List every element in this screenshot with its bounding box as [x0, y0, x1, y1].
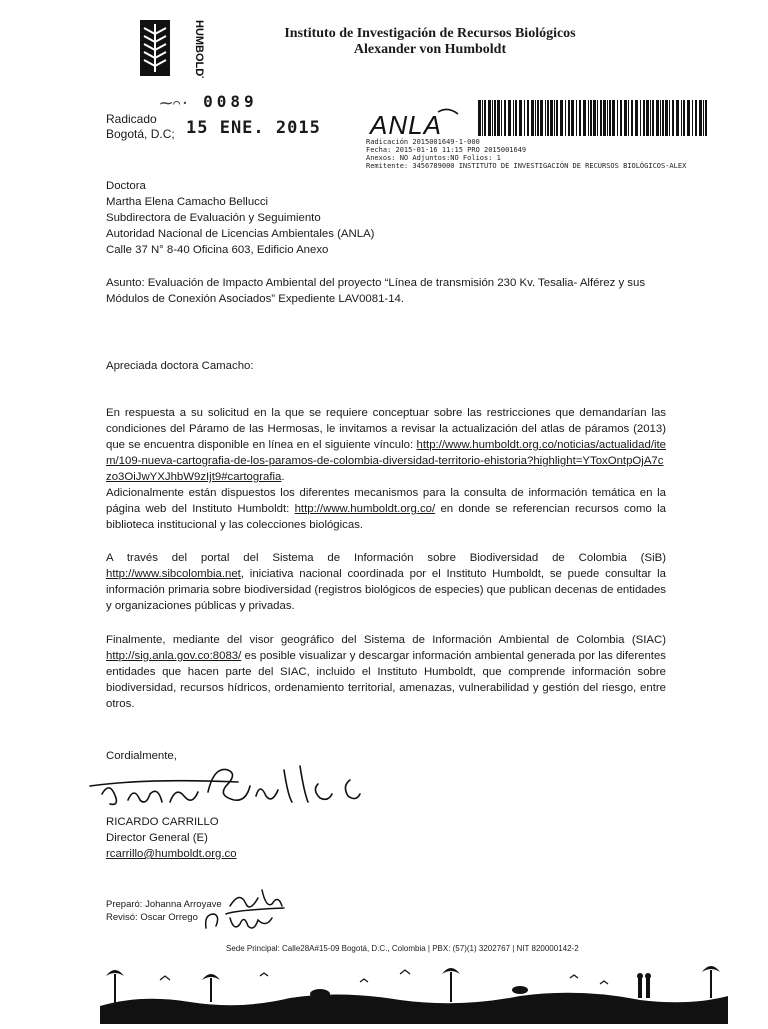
- barcode-bar: [545, 100, 546, 136]
- barcode-bar: [672, 100, 674, 136]
- barcode-bar: [705, 100, 707, 136]
- addressee-line: Subdirectora de Evaluación y Seguimiento: [106, 212, 321, 224]
- barcode-bar: [501, 100, 502, 136]
- city-label: Bogotá, D.C;: [106, 127, 175, 141]
- barcode-bar: [560, 100, 563, 136]
- addressee-line: Martha Elena Camacho Bellucci: [106, 196, 269, 208]
- signer-title: Director General (E): [106, 832, 208, 844]
- radicacion-line: Radicación 2015001649-1-000: [366, 138, 480, 146]
- paragraph-3-before: Finalmente, mediante del visor geográfico del Sistema de Información Ambiental de Colombia (SIAC): [106, 634, 666, 646]
- barcode-bar: [540, 100, 543, 136]
- barcode-bar: [650, 100, 651, 136]
- barcode-bar: [547, 100, 549, 136]
- signer-name: RICARDO CARRILLO: [106, 816, 219, 828]
- barcode-bar: [508, 100, 511, 136]
- barcode-bar: [695, 100, 697, 136]
- barcode-bar: [612, 100, 615, 136]
- barcode-bar: [571, 100, 574, 136]
- barcode-bar: [519, 100, 522, 136]
- anexos-line: Anexos: NO Adjuntos:NO Folios: 1: [366, 154, 501, 162]
- logo-text: HUMBOLDT: [193, 20, 205, 78]
- barcode-bar: [497, 100, 500, 136]
- barcode-bar: [492, 100, 493, 136]
- barcode-bar: [524, 100, 525, 136]
- radication-info: [366, 138, 726, 170]
- paragraph-2: [106, 550, 666, 614]
- barcode-bar: [603, 100, 606, 136]
- siac-link[interactable]: http://sig.anla.gov.co:8083/: [106, 650, 242, 662]
- anla-logo-text: ANLA: [370, 110, 442, 140]
- barcode-bar: [583, 100, 586, 136]
- barcode-bar: [482, 100, 483, 136]
- sib-link[interactable]: http://www.sibcolombia.net: [106, 568, 241, 580]
- addressee-line: Calle 37 N° 8-40 Oficina 603, Edificio Anexo: [106, 244, 329, 256]
- barcode-bar: [515, 100, 517, 136]
- barcode-bar: [565, 100, 566, 136]
- signer-block: [106, 814, 237, 862]
- salutation: Apreciada doctora Camacho:: [106, 360, 254, 372]
- barcode-bar: [692, 100, 693, 136]
- barcode-bar: [703, 100, 704, 136]
- atlas-link[interactable]: http://www.humboldt.org.co/noticias/actualidad/item/109-nueva-cartografia-de-los-paramos-de-colombia-diversidad-territorio-ehistoria?highlight=YToxOntpOjA7czo3OiJwYXJhbW9zIjt9#cartografia: [106, 439, 667, 483]
- barcode-bar: [527, 100, 529, 136]
- barcode-bar: [590, 100, 592, 136]
- barcode-bar: [488, 100, 491, 136]
- fecha-line: Fecha: 2015-01-16 11:15 PRO 2015001649: [366, 146, 527, 154]
- remitente-line: Remitente: 3456789000 INSTITUTO DE INVESTIGACIÓN DE RECURSOS BIOLÓGICOS-ALEX: [366, 162, 687, 170]
- barcode-bar: [699, 100, 702, 136]
- barcode-bar: [665, 100, 668, 136]
- paragraph-2-before: A través del portal del Sistema de Información sobre Biodiversidad de Colombia (SiB): [106, 552, 666, 564]
- stamp-date: 15 ENE. 2015: [186, 118, 321, 138]
- barcode-bar: [550, 100, 553, 136]
- barcode-bar: [593, 100, 596, 136]
- paragraph-1b-after: en donde se referencian recursos como la biblioteca institucional y las colecciones biológicas.: [106, 503, 666, 531]
- addressee-block: [106, 178, 666, 258]
- paragraph-1b-text: Adicionalmente están dispuestos los diferentes mecanismos para la consulta de información temática en la página web del Instituto Humboldt:: [106, 487, 666, 515]
- paragraph-3: [106, 632, 666, 712]
- link-suffix: .: [281, 471, 285, 483]
- barcode-bar: [597, 100, 598, 136]
- paragraph-1: [106, 405, 666, 533]
- stamp-number-value: 0089: [203, 92, 258, 111]
- paragraph-1-text: En respuesta a su solicitud en la que se requiere conceptuar sobre las restricciones que demandarían las condiciones del Páramo de las Hermosas, le invitamos a revisar la actualización del atlas de páramos (2013) que se encuentra disponible en línea en el siguiente vínculo:: [106, 407, 666, 451]
- radicado-labels: [106, 112, 175, 142]
- institute-header: [240, 26, 620, 58]
- barcode-bar: [640, 100, 641, 136]
- paragraph-2-after: , iniciativa nacional coordinada por el Instituto Humboldt, se puede consultar la información primaria sobre biodiversidad (registros biológicos de especies) que publican decenas de entidades y organizaciones públicas y privadas.: [106, 568, 666, 612]
- closing: Cordialmente,: [106, 750, 177, 762]
- institute-line2: Alexander von Humboldt: [353, 42, 507, 57]
- stamp-number: [160, 92, 300, 112]
- barcode-bar: [494, 100, 496, 136]
- barcode-bar: [531, 100, 534, 136]
- barcode-bar: [643, 100, 645, 136]
- anla-logo: [368, 106, 464, 140]
- barcode-bar: [628, 100, 629, 136]
- initials-signature: [196, 884, 306, 934]
- barcode-bar: [478, 100, 481, 136]
- footer-address: Sede Principal: Calle28A#15-09 Bogotá, D.C., Colombia | PBX: (57)(1) 3202767 | NIT 820000142-2: [226, 944, 579, 953]
- barcode-bar: [652, 100, 654, 136]
- addressee-line: Autoridad Nacional de Licencias Ambientales (ANLA): [106, 228, 375, 240]
- stamp-scribble: ⁓⌒·: [160, 96, 190, 110]
- barcode-bar: [620, 100, 622, 136]
- radicado-label: Radicado: [106, 112, 157, 126]
- barcode-bar: [535, 100, 536, 136]
- barcode-bar: [660, 100, 661, 136]
- barcode-bar: [683, 100, 685, 136]
- barcode-bar: [554, 100, 555, 136]
- barcode-bar: [568, 100, 570, 136]
- barcode-bar: [600, 100, 602, 136]
- signer-email[interactable]: rcarrillo@humboldt.org.co: [106, 848, 237, 860]
- barcode-bar: [662, 100, 664, 136]
- barcode-bar: [588, 100, 589, 136]
- barcode-bar: [579, 100, 581, 136]
- barcode-bar: [676, 100, 679, 136]
- barcode-bar: [556, 100, 558, 136]
- reviewed-by: Revisó: Oscar Orrego: [106, 912, 198, 923]
- barcode-bar: [484, 100, 486, 136]
- institute-line1: Instituto de Investigación de Recursos Biológicos: [284, 26, 576, 41]
- barcode-bar: [681, 100, 682, 136]
- humboldt-logo: [138, 18, 208, 78]
- barcode-bar: [607, 100, 608, 136]
- barcode-bar: [609, 100, 611, 136]
- barcode: [478, 100, 710, 136]
- humboldt-link[interactable]: http://www.humboldt.org.co/: [294, 503, 436, 515]
- barcode-bar: [513, 100, 514, 136]
- barcode-bar: [635, 100, 638, 136]
- barcode-bar: [504, 100, 506, 136]
- barcode-bar: [687, 100, 690, 136]
- addressee-line: Doctora: [106, 180, 146, 192]
- barcode-bar: [646, 100, 649, 136]
- barcode-bar: [669, 100, 670, 136]
- barcode-bar: [624, 100, 627, 136]
- barcode-bar: [656, 100, 659, 136]
- prepared-by: Preparó: Johanna Arroyave: [106, 899, 222, 910]
- barcode-bar: [576, 100, 577, 136]
- paragraph-3-after: es posible visualizar y descargar información ambiental generada por las diferentes entidades que hacen parte del SIAC, incluido el Instituto Humboldt, que comprende información sobre biodiversidad, recursos hídricos, ordenamiento territorial, amenazas, vulnerabilidad y gestión del riesgo, entre otros.: [106, 650, 666, 710]
- barcode-bar: [631, 100, 633, 136]
- barcode-bar: [617, 100, 618, 136]
- subject: Asunto: Evaluación de Impacto Ambiental del proyecto “Línea de transmisión 230 Kv. Tesalia- Alférez y sus Módulos de Conexión Asociados” Expediente LAV0081-14.: [106, 277, 646, 305]
- footer-landscape: [100, 950, 728, 1024]
- barcode-bar: [537, 100, 539, 136]
